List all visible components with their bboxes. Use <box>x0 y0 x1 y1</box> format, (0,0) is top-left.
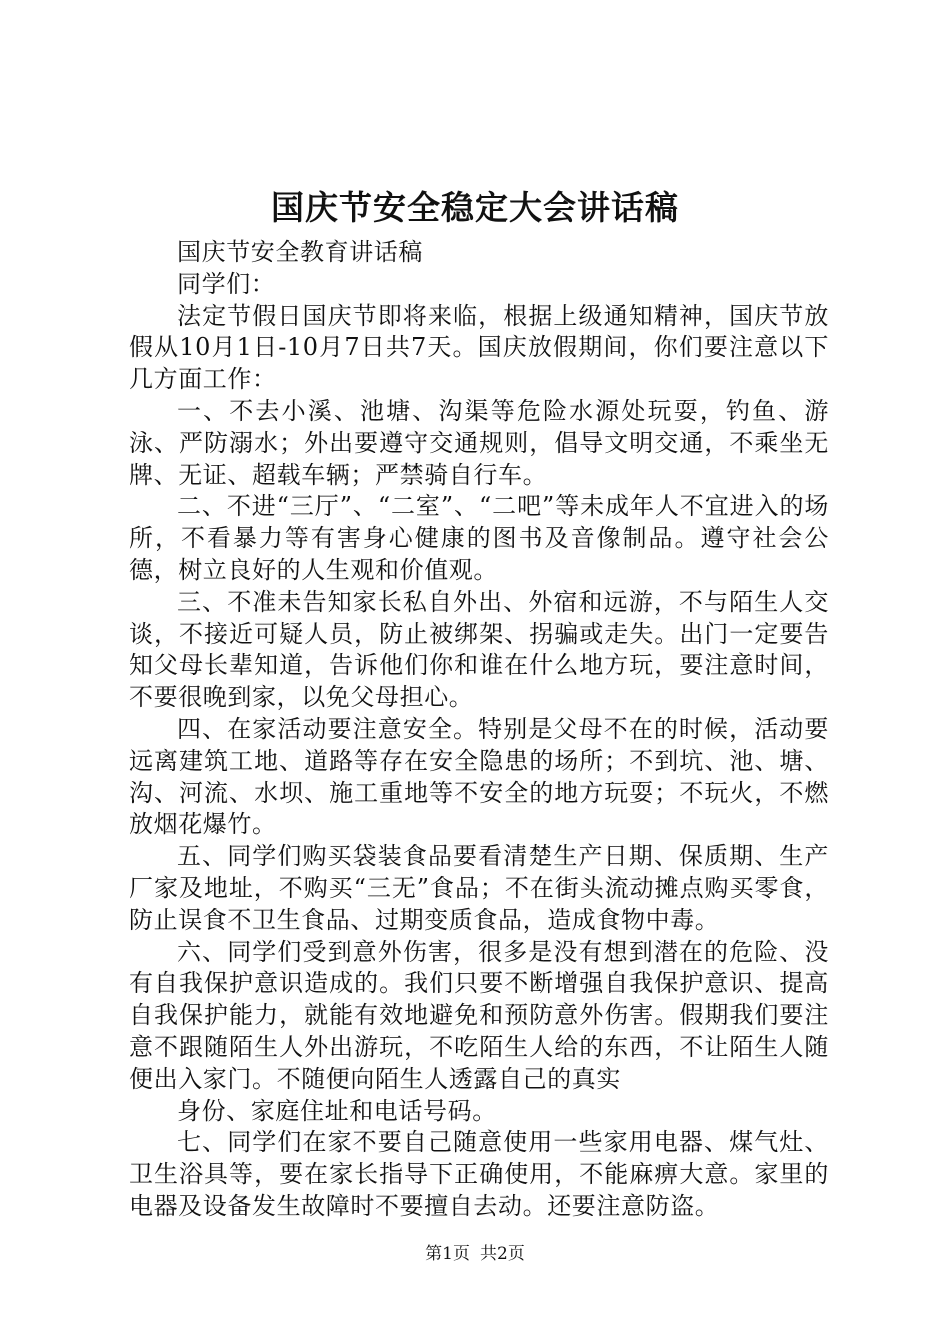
intro-paragraph: 法定节假日国庆节即将来临，根据上级通知精神，国庆节放假从10月1日-10月7日共7天。国庆放假期间，你们要注意以下几方面工作： <box>129 301 829 394</box>
document-body <box>129 237 829 1223</box>
page-footer <box>0 1242 950 1266</box>
document-title: 国庆节安全稳定大会讲话稿 <box>271 188 679 227</box>
salutation-paragraph: 同学们： <box>177 269 276 298</box>
item-4-paragraph: 四、在家活动要注意安全。特别是父母不在的时候，活动要远离建筑工地、道路等存在安全隐患的场所；不到坑、池、塘、沟、河流、水坝、施工重地等不安全的地方玩耍；不玩火，不燃放烟花爆竹。 <box>129 714 829 839</box>
item-6-continuation-paragraph: 身份、家庭住址和电话号码。 <box>177 1096 497 1125</box>
item-5-paragraph: 五、同学们购买袋装食品要看清楚生产日期、保质期、生产厂家及地址，不购买“三无”食品；不在街头流动摊点购买零食，防止误食不卫生食品、过期变质食品，造成食物中毒。 <box>129 842 829 934</box>
item-2-paragraph: 二、不进“三厅”、“二室”、“二吧”等未成年人不宜进入的场所，不看暴力等有害身心健康的图书及音像制品。遵守社会公德，树立良好的人生观和价值观。 <box>129 492 829 584</box>
page-total: 共2页 <box>480 1244 525 1264</box>
item-1-paragraph: 一、不去小溪、池塘、沟渠等危险水源处玩耍，钓鱼、游泳、严防溺水；外出要遵守交通规则，倡导文明交通，不乘坐无牌、无证、超载车辆；严禁骑自行车。 <box>129 396 829 489</box>
item-7-paragraph: 七、同学们在家不要自己随意使用一些家用电器、煤气灶、卫生浴具等，要在家长指导下正确使用，不能麻痹大意。家里的电器及设备发生故障时不要擅自去动。还要注意防盗。 <box>129 1128 829 1220</box>
item-3-paragraph: 三、不准未告知家长私自外出、外宿和远游，不与陌生人交谈，不接近可疑人员，防止被绑架、拐骗或走失。出门一定要告知父母长辈知道，告诉他们你和谁在什么地方玩，要注意时间，不要很晚到家，以免父母担心。 <box>129 587 829 712</box>
subtitle-paragraph: 国庆节安全教育讲话稿 <box>177 238 423 266</box>
item-6-paragraph: 六、同学们受到意外伤害，很多是没有想到潜在的危险、没有自我保护意识造成的。我们只要不断增强自我保护意识、提高自我保护能力，就能有效地避免和预防意外伤害。假期我们要注意不跟随陌生人外出游玩，不吃陌生人给的东西，不让陌生人随便出入家门。不随便向陌生人透露自己的真实 <box>129 937 829 1093</box>
page-number: 第1页 <box>425 1244 470 1264</box>
